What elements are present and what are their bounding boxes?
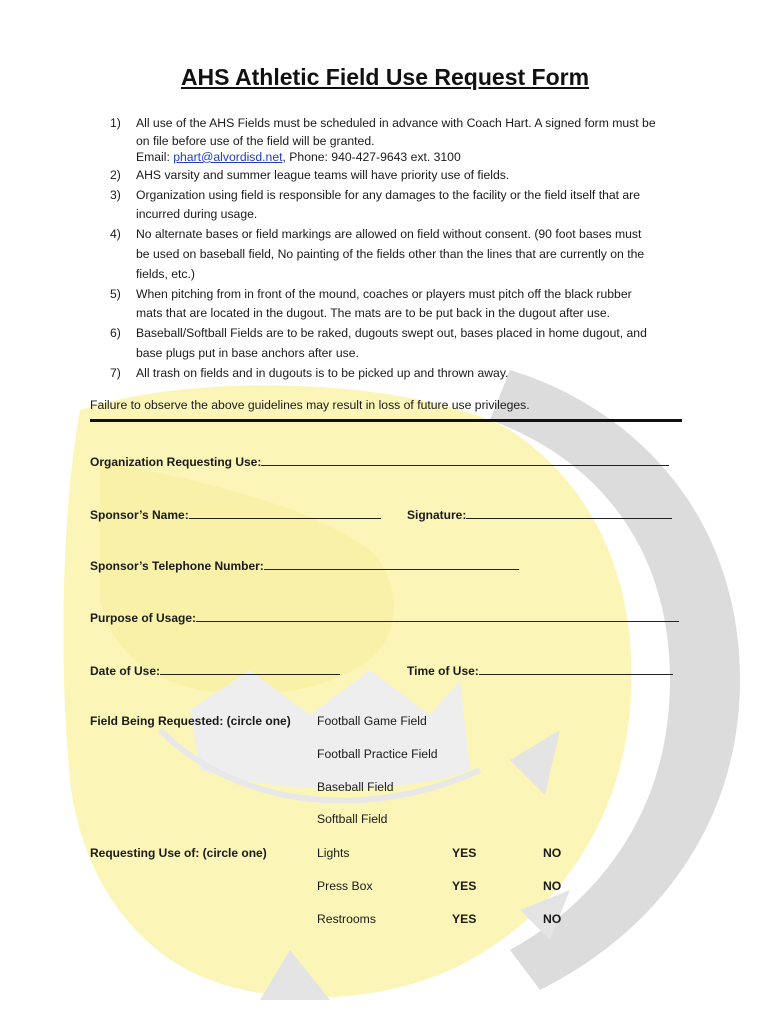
rule-number: 7) — [110, 365, 121, 380]
email-link[interactable]: phart@alvordisd.net — [173, 149, 283, 164]
contact-line — [136, 149, 680, 166]
rule-item — [110, 364, 680, 384]
field-option[interactable]: Softball Field — [317, 812, 388, 826]
field-requested-label: Field Being Requested: (circle one) — [90, 714, 291, 728]
sponsor-phone-input[interactable] — [264, 558, 519, 570]
rule-item — [110, 186, 680, 226]
failure-notice: Failure to observe the above guidelines may result in loss of future use privileges. — [90, 398, 530, 412]
field-option[interactable]: Football Game Field — [317, 714, 427, 728]
rule-text: Baseball/Softball Fields are to be raked, dugouts swept out, bases placed in home dugout, and — [136, 326, 647, 341]
date-field — [90, 663, 340, 678]
use-label: Lights — [317, 846, 350, 860]
rule-text: AHS varsity and summer league teams will have priority use of fields. — [136, 167, 510, 182]
rules-list — [110, 114, 680, 384]
yes-option[interactable]: YES — [452, 846, 477, 860]
organization-input[interactable] — [261, 454, 669, 466]
no-option[interactable]: NO — [543, 912, 562, 926]
date-input[interactable] — [160, 663, 340, 675]
purpose-input[interactable] — [196, 610, 679, 622]
field-option[interactable]: Baseball Field — [317, 780, 394, 794]
purpose-label: Purpose of Usage: — [90, 611, 197, 625]
no-option[interactable]: NO — [543, 846, 562, 860]
rule-number: 6) — [110, 326, 121, 341]
rule-text: All use of the AHS Fields must be scheduled in advance with Coach Hart. A signed form must be — [136, 116, 656, 130]
use-label: Restrooms — [317, 912, 376, 926]
rule-text: mats that are located in the dugout. The mats are to be put back in the dugout after use. — [136, 306, 611, 321]
page-title: AHS Athletic Field Use Request Form — [180, 64, 590, 90]
rule-item — [110, 285, 680, 325]
rule-text: incurred during usage. — [136, 207, 258, 222]
rule-number: 1) — [110, 116, 121, 130]
sponsor-name-field — [90, 507, 381, 522]
rule-number: 4) — [110, 227, 121, 242]
rule-item — [110, 225, 680, 284]
email-label: Email: — [136, 149, 174, 164]
rule-number: 5) — [110, 286, 121, 301]
rule-text: on file before use of the field will be granted. — [136, 133, 375, 148]
rule-text: base plugs put in base anchors after use. — [136, 345, 359, 360]
rule-text: When pitching from in front of the mound, coaches or players must pitch off the black rubber — [136, 286, 632, 301]
time-label: Time of Use: — [407, 664, 479, 678]
field-option[interactable]: Football Practice Field — [317, 747, 438, 761]
rule-number: 3) — [110, 187, 121, 202]
rule-text: Organization using field is responsible for any damages to the facility or the field itself that are — [136, 187, 641, 202]
rule-item — [110, 166, 680, 186]
rule-text: All trash on fields and in dugouts is to be picked up and thrown away. — [136, 365, 509, 380]
requesting-use-label: Requesting Use of: (circle one) — [90, 846, 267, 860]
purpose-field — [90, 610, 679, 625]
rule-text: fields, etc.) — [136, 266, 195, 281]
signature-label: Signature: — [407, 508, 467, 522]
sponsor-name-input[interactable] — [189, 507, 381, 519]
sponsor-phone-label: Sponsor’s Telephone Number: — [90, 559, 264, 573]
organization-field — [90, 454, 669, 469]
rule-number: 2) — [110, 167, 121, 182]
rule-item — [110, 114, 680, 166]
rule-text: be used on baseball field, No painting of the fields other than the lines that are currently on the — [136, 246, 645, 261]
yes-option[interactable]: YES — [452, 912, 477, 926]
signature-input[interactable] — [466, 507, 672, 519]
phone-text: , Phone: 940-427-9643 ext. 3100 — [282, 149, 461, 164]
sponsor-name-label: Sponsor’s Name: — [90, 508, 189, 522]
no-option[interactable]: NO — [543, 879, 562, 893]
organization-label: Organization Requesting Use: — [90, 455, 262, 469]
section-divider — [90, 419, 682, 422]
time-input[interactable] — [479, 663, 673, 675]
date-label: Date of Use: — [90, 664, 161, 678]
rule-item — [110, 324, 680, 364]
signature-field — [407, 507, 672, 522]
sponsor-phone-field — [90, 558, 519, 573]
yes-option[interactable]: YES — [452, 879, 477, 893]
time-field — [407, 663, 673, 678]
rule-text: No alternate bases or field markings are allowed on field without consent. (90 foot bases must — [136, 227, 642, 242]
use-label: Press Box — [317, 879, 373, 893]
